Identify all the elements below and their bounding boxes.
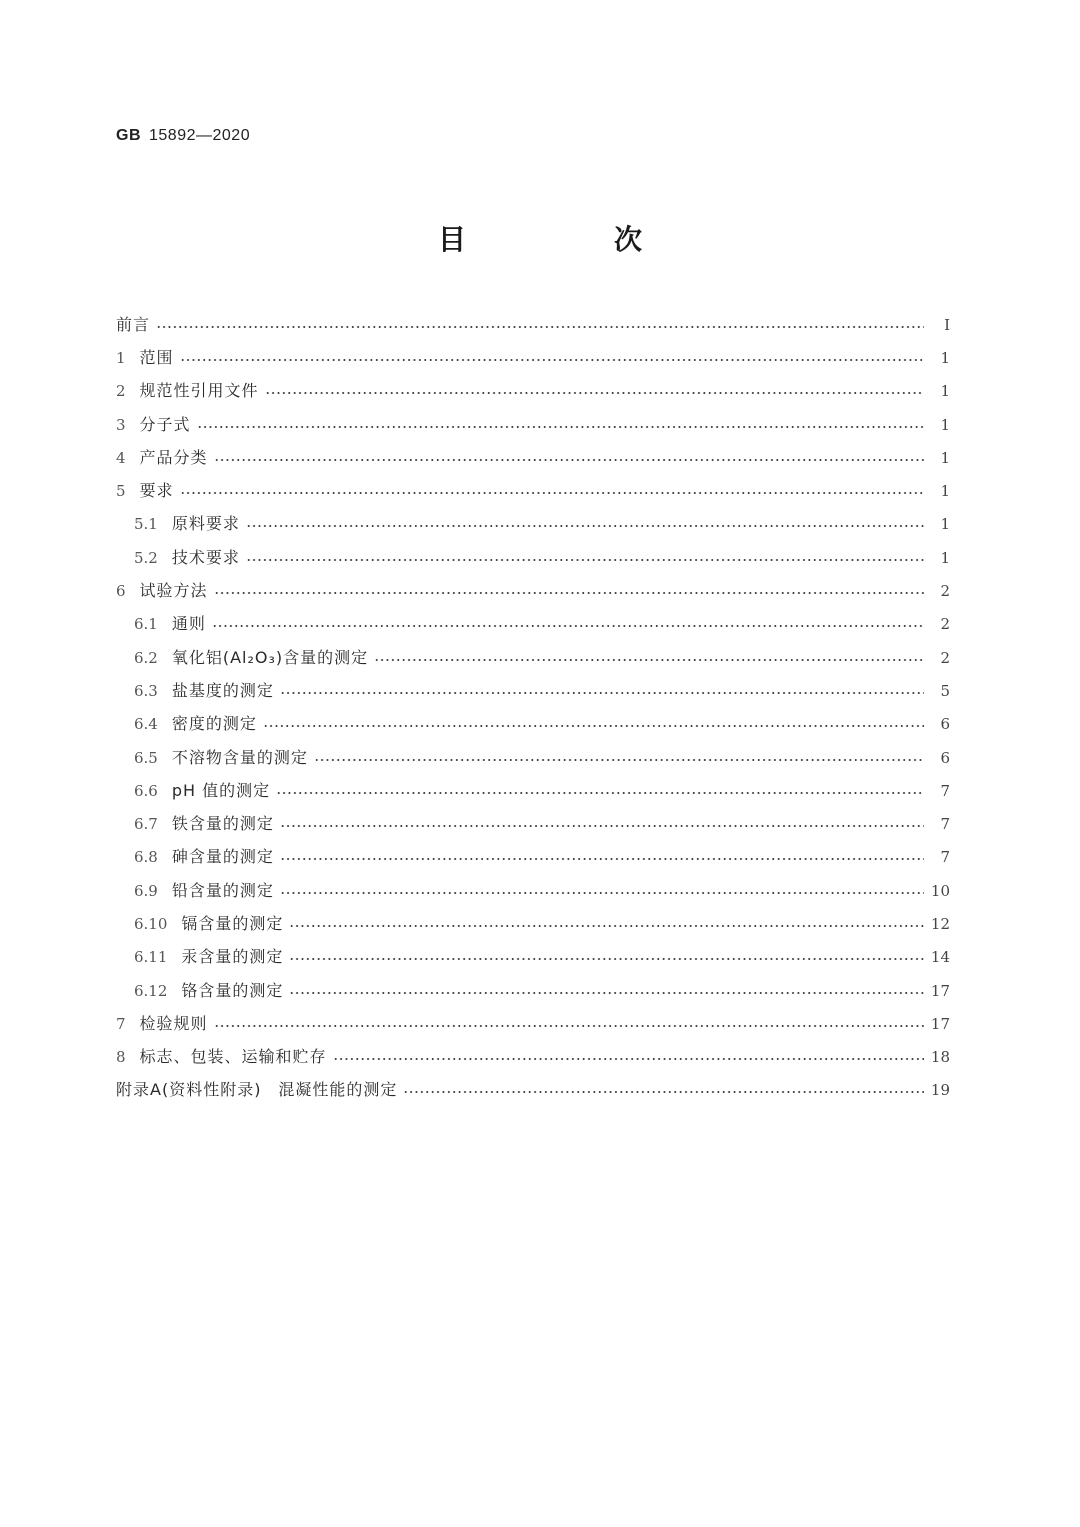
toc-entry-label: 密度的测定 — [171, 714, 257, 734]
toc-entry-page: 12 — [930, 914, 950, 933]
toc-entry-page: 1 — [940, 415, 950, 434]
toc-entry[interactable] — [116, 774, 950, 807]
toc-entry-label: 砷含量的测定 — [171, 847, 274, 867]
toc-entry[interactable] — [116, 1074, 950, 1107]
toc-entry-number: 6.4 — [134, 715, 158, 734]
toc-leader-dots — [212, 625, 924, 627]
toc-entry-number: 4 — [116, 448, 126, 467]
toc-entry-label: 规范性引用文件 — [139, 381, 259, 401]
toc-entry-page: 19 — [930, 1081, 950, 1100]
toc-entry-page: 1 — [940, 382, 950, 401]
toc-entry-page: 1 — [940, 515, 950, 534]
toc-entry[interactable] — [116, 441, 950, 474]
toc-entry[interactable] — [116, 541, 950, 574]
toc-leader-dots — [289, 992, 924, 994]
toc-entry[interactable] — [116, 807, 950, 840]
toc-entry-number: 6.10 — [134, 914, 168, 933]
toc-entry[interactable] — [116, 874, 950, 907]
toc-leader-dots — [214, 592, 924, 594]
toc-entry-number: 6.9 — [134, 881, 158, 900]
toc-entry-page: 18 — [930, 1048, 950, 1067]
toc-entry-number: 5 — [116, 482, 126, 501]
toc-leader-dots — [265, 392, 924, 394]
toc-leader-dots — [374, 659, 924, 661]
toc-leader-dots — [289, 958, 924, 960]
toc-entry-page: 7 — [940, 815, 950, 834]
toc-leader-dots — [214, 1025, 924, 1027]
toc-leader-dots — [197, 426, 924, 428]
toc-entry-number: 7 — [116, 1014, 126, 1033]
toc-entry-label: 标志、包装、运输和贮存 — [139, 1047, 327, 1067]
toc-entry-label: 铬含量的测定 — [181, 980, 284, 1000]
toc-entry-number: 6.5 — [134, 748, 158, 767]
toc-leader-dots — [246, 525, 924, 527]
toc-entry-label: 镉含量的测定 — [181, 913, 284, 933]
standard-number: 15892—2020 — [149, 127, 251, 144]
toc-entry-page: 6 — [940, 715, 950, 734]
toc-entry-number: 6.12 — [134, 981, 168, 1000]
standard-prefix: GB — [116, 127, 141, 144]
toc-leader-dots — [180, 359, 924, 361]
toc-entry-page: 1 — [940, 348, 950, 367]
toc-entry-page: 17 — [930, 1014, 950, 1033]
toc-entry-label: 产品分类 — [139, 447, 208, 467]
toc-entry-label: 铅含量的测定 — [171, 880, 274, 900]
toc-entry-number: 3 — [116, 415, 126, 434]
toc-leader-dots — [280, 825, 924, 827]
toc-leader-dots — [263, 725, 924, 727]
toc-entry-number: 6 — [116, 582, 126, 601]
toc-leader-dots — [246, 559, 924, 561]
toc-leader-dots — [403, 1091, 924, 1093]
toc-entry-page: 14 — [930, 948, 950, 967]
toc-entry-label: 氧化铝(Al₂O₃)含量的测定 — [171, 647, 369, 667]
toc-leader-dots — [314, 759, 924, 761]
toc-entry-page: 2 — [940, 648, 950, 667]
toc-leader-dots — [156, 326, 924, 328]
toc-entry-page: 2 — [940, 615, 950, 634]
toc-entry[interactable] — [116, 741, 950, 774]
toc-entry[interactable] — [116, 974, 950, 1007]
toc-entry[interactable] — [116, 1041, 950, 1074]
toc-entry-label: 检验规则 — [139, 1013, 208, 1033]
standard-code — [116, 127, 250, 145]
toc-entry-label: 试验方法 — [139, 581, 208, 601]
toc-entry-label: 盐基度的测定 — [171, 680, 274, 700]
toc-entry-label: 要求 — [139, 481, 174, 501]
toc-entry-label: 技术要求 — [171, 547, 240, 567]
toc-entry-label: 原料要求 — [171, 514, 240, 534]
toc-leader-dots — [276, 792, 924, 794]
toc-entry-page: 1 — [940, 548, 950, 567]
toc-entry[interactable] — [116, 574, 950, 607]
toc-entry-label: 范围 — [139, 347, 174, 367]
table-of-contents — [116, 308, 950, 1107]
toc-leader-dots — [180, 492, 924, 494]
toc-entry-number: 6.6 — [134, 781, 158, 800]
toc-leader-dots — [280, 892, 924, 894]
toc-entry-page: 10 — [930, 881, 950, 900]
toc-leader-dots — [333, 1058, 924, 1060]
toc-entry-number: 6.11 — [134, 948, 168, 967]
toc-leader-dots — [214, 459, 924, 461]
toc-entry-number: 6.7 — [134, 815, 158, 834]
toc-entry-number: 2 — [116, 382, 126, 401]
toc-entry-page: 1 — [940, 482, 950, 501]
toc-leader-dots — [280, 692, 924, 694]
toc-entry-label: 铁含量的测定 — [171, 814, 274, 834]
toc-entry[interactable] — [116, 375, 950, 408]
toc-entry-number: 6.8 — [134, 848, 158, 867]
toc-entry[interactable] — [116, 608, 950, 641]
toc-entry-number: 6.3 — [134, 681, 158, 700]
toc-entry-page: 2 — [940, 582, 950, 601]
toc-entry[interactable] — [116, 408, 950, 441]
toc-entry[interactable] — [116, 641, 950, 674]
toc-entry-label: 不溶物含量的测定 — [171, 747, 308, 767]
toc-entry-page: Ⅰ — [944, 315, 950, 334]
toc-entry-number: 6.2 — [134, 648, 158, 667]
toc-entry-page: 7 — [940, 781, 950, 800]
toc-entry-label: 前言 — [116, 314, 151, 334]
toc-entry[interactable] — [116, 508, 950, 541]
toc-entry[interactable] — [116, 907, 950, 940]
toc-entry-page: 6 — [940, 748, 950, 767]
toc-entry-page: 1 — [940, 448, 950, 467]
toc-entry[interactable] — [116, 308, 950, 341]
toc-entry[interactable] — [116, 841, 950, 874]
toc-entry[interactable] — [116, 474, 950, 507]
page-title: 目 次 — [437, 223, 702, 256]
toc-entry[interactable] — [116, 708, 950, 741]
toc-entry-number: 1 — [116, 348, 126, 367]
toc-entry-number: 5.2 — [134, 548, 158, 567]
toc-entry-label: 通则 — [171, 614, 206, 634]
toc-entry-number: 8 — [116, 1048, 126, 1067]
toc-entry-number: 5.1 — [134, 515, 158, 534]
toc-entry[interactable] — [116, 1007, 950, 1040]
toc-entry-label: 附录A(资料性附录) 混凝性能的测定 — [116, 1080, 398, 1100]
toc-leader-dots — [289, 925, 924, 927]
toc-entry-page: 5 — [940, 681, 950, 700]
toc-entry-page: 7 — [940, 848, 950, 867]
toc-entry[interactable] — [116, 674, 950, 707]
toc-entry-label: pH 值的测定 — [171, 780, 271, 800]
toc-entry-number: 6.1 — [134, 615, 158, 634]
toc-entry[interactable] — [116, 941, 950, 974]
toc-leader-dots — [280, 858, 924, 860]
toc-entry-page: 17 — [930, 981, 950, 1000]
toc-entry-label: 分子式 — [139, 414, 191, 434]
toc-entry-label: 汞含量的测定 — [181, 947, 284, 967]
toc-entry[interactable] — [116, 341, 950, 374]
